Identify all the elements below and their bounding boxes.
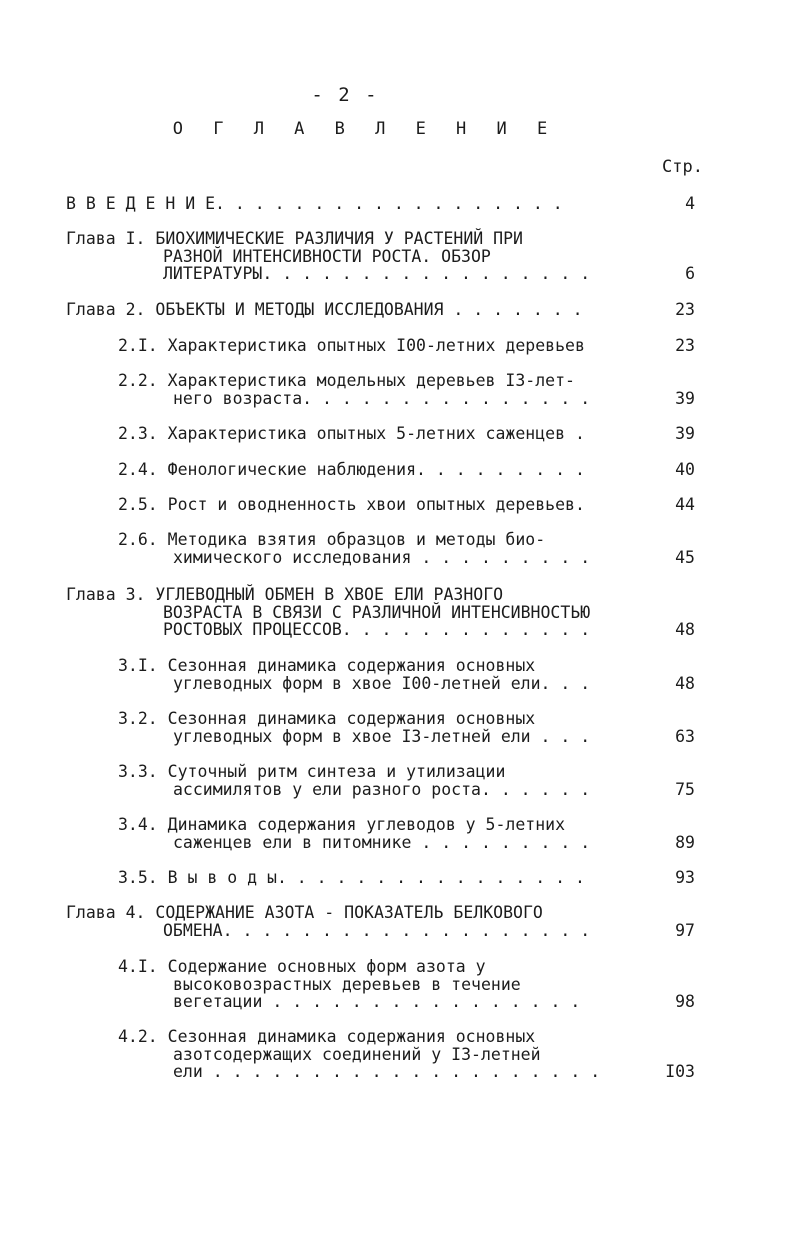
toc-entry-line: 3.4. Динамика содержания углеводов у 5-летних: [118, 815, 566, 834]
toc-entry-line: высоковозрастных деревьев в течение: [173, 974, 521, 994]
toc-entry-line: 2.6. Методика взятия образцов и методы био-: [118, 530, 546, 549]
toc-entry-line: 3.3. Суточный ритм синтеза и утилизации: [118, 762, 506, 781]
toc-entry-page: 89: [675, 832, 695, 852]
toc-entry-line: углеводных форм в хвое I3-летней ели . . .: [173, 726, 591, 746]
toc-entry-line: азотсодержащих соединений у I3-летней: [173, 1044, 541, 1064]
toc-entry-line: ассимилятов у ели разного роста. . . . . .: [173, 779, 591, 799]
toc-entry-line: РОСТОВЫХ ПРОЦЕССОВ. . . . . . . . . . . . .: [163, 620, 591, 640]
toc-entry-page: 39: [675, 388, 695, 408]
toc-entry-page: 75: [675, 779, 695, 799]
toc-entry-page: 39: [675, 424, 695, 443]
toc-entry-line: РАЗНОЙ ИНТЕНСИВНОСТИ РОСТА. ОБЗОР: [163, 246, 491, 266]
toc-entry-line: саженцев ели в питомнике . . . . . . . . .: [173, 832, 591, 852]
toc-entry-page: 93: [675, 868, 695, 887]
toc-entry-line: 2.3. Характеристика опытных 5-летних саженцев .: [118, 424, 585, 443]
toc-entry-line: 4.2. Сезонная динамика содержания основных: [118, 1027, 536, 1046]
toc-entry-line: вегетации . . . . . . . . . . . . . . . .: [173, 992, 581, 1012]
toc-entry-line: 4.I. Содержание основных форм азота у: [118, 957, 486, 976]
toc-entry-page: 45: [675, 547, 695, 567]
toc-entry-page: 63: [675, 726, 695, 746]
toc-entry-line: Глава 2. ОБЪЕКТЫ И МЕТОДЫ ИССЛЕДОВАНИЯ . . . . . . .: [66, 300, 583, 319]
toc-entry-line: него возраста. . . . . . . . . . . . . . .: [173, 388, 591, 408]
toc-entry-line: 2.I. Характеристика опытных I00-летних деревьев: [118, 336, 585, 355]
toc-entry-line: 2.5. Рост и оводненность хвои опытных деревьев.: [118, 495, 585, 514]
page-column-label: Стр.: [662, 157, 703, 177]
toc-entry-line: ВОЗРАСТА В СВЯЗИ С РАЗЛИЧНОЙ ИНТЕНСИВНОСТЬЮ: [163, 602, 591, 622]
toc-entry-page: 98: [675, 992, 695, 1012]
toc-entry-line: 2.4. Фенологические наблюдения. . . . . . . . .: [118, 460, 585, 479]
toc-entry-line: углеводных форм в хвое I00-летней ели. . .: [173, 673, 591, 693]
toc-entry-page: I03: [665, 1062, 695, 1082]
page-title: О Г Л А В Л Е Н И Е: [172, 119, 558, 139]
toc-entry-page: 6: [685, 264, 695, 284]
toc-entry-line: 3.I. Сезонная динамика содержания основных: [118, 656, 536, 675]
toc-entry-page: 23: [675, 300, 695, 319]
toc-entry-line: ЛИТЕРАТУРЫ. . . . . . . . . . . . . . . . .: [163, 264, 591, 284]
toc-entry-page: 44: [675, 495, 695, 514]
toc-entry-page: 23: [675, 336, 695, 355]
toc-entry-line: Глава 4. СОДЕРЖАНИЕ АЗОТА - ПОКАЗАТЕЛЬ БЕЛКОВОГО: [66, 903, 543, 922]
toc-entry-page: 4: [685, 194, 695, 213]
toc-entry-line: ОБМЕНА. . . . . . . . . . . . . . . . . . .: [163, 920, 591, 940]
toc-entry-page: 48: [675, 673, 695, 693]
toc-entry-page: 97: [675, 920, 695, 940]
toc-entry-line: Глава I. БИОХИМИЧЕСКИЕ РАЗЛИЧИЯ У РАСТЕНИЙ ПРИ: [66, 229, 523, 248]
page-number: - 2 -: [311, 84, 379, 106]
toc-entry-line: 3.5. В ы в о д ы. . . . . . . . . . . . . . . .: [118, 868, 585, 887]
toc-entry-page: 40: [675, 460, 695, 479]
toc-entry-line: химического исследования . . . . . . . . .: [173, 547, 591, 567]
toc-entry-line: 3.2. Сезонная динамика содержания основных: [118, 709, 536, 728]
toc-entry-line: ели . . . . . . . . . . . . . . . . . . . .: [173, 1062, 601, 1082]
toc-entry-line: Глава 3. УГЛЕВОДНЫЙ ОБМЕН В ХВОЕ ЕЛИ РАЗНОГО: [66, 585, 504, 604]
toc-entry-line: В В Е Д Е Н И Е. . . . . . . . . . . . . . . . . .: [66, 194, 563, 213]
toc-entry-line: 2.2. Характеристика модельных деревьев I3-лет-: [118, 371, 575, 390]
toc-entry-page: 48: [675, 620, 695, 640]
